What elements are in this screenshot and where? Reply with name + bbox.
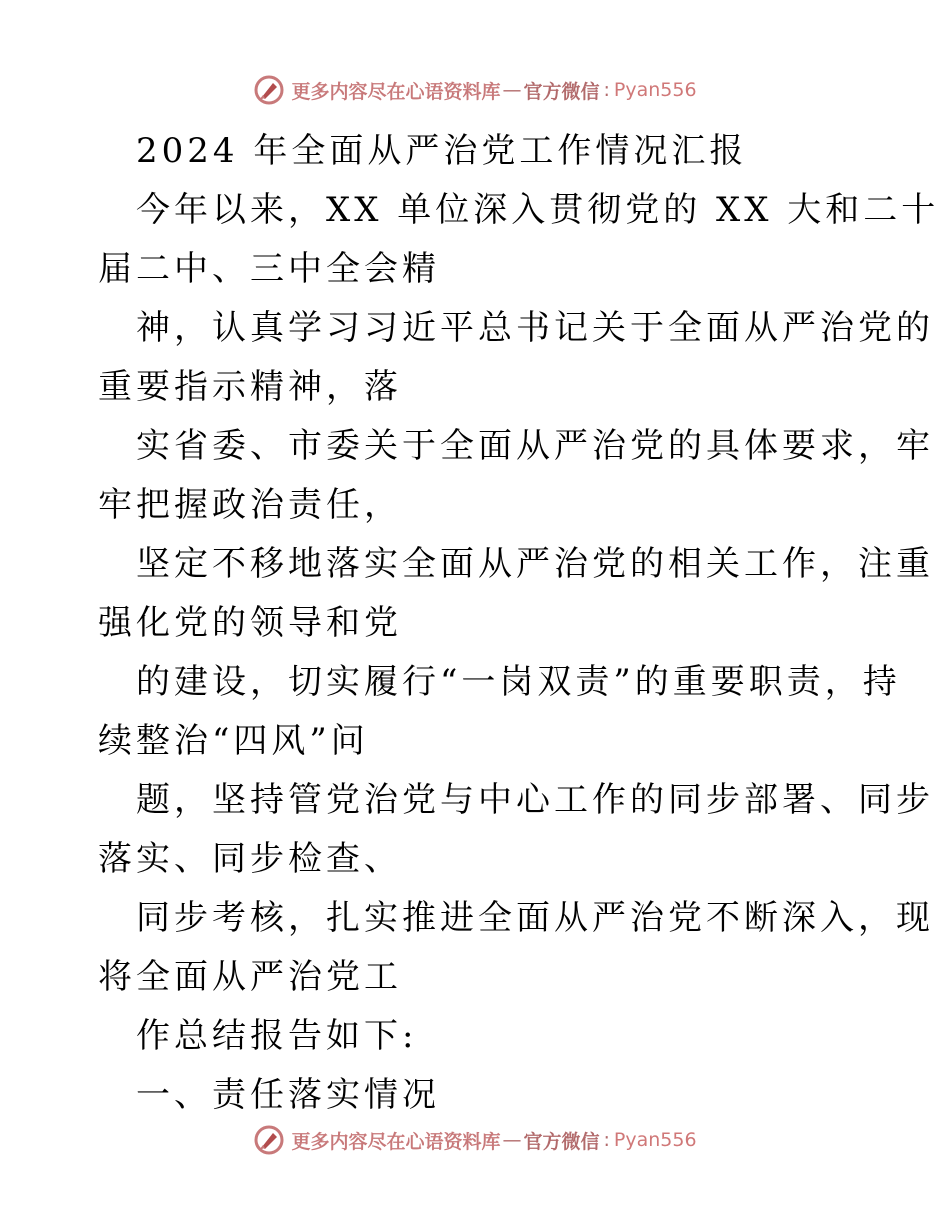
pen-nib-logo-icon (253, 74, 285, 106)
document-line: 重要指示精神，落 (98, 367, 402, 407)
document-line: 的建设，切实履行“一岗双责”的重要职责，持 (136, 662, 901, 702)
document-line: 2024 年全面从严治党工作情况汇报 (136, 131, 748, 171)
document-line: 作总结报告如下: (136, 1016, 418, 1056)
document-line: 神，认真学习习近平总书记关于全面从严治党的 (136, 308, 934, 348)
watermark-sub-text: 官方微信 (523, 80, 600, 103)
watermark-id-text: Pyan556 (613, 79, 697, 101)
watermark-id-text: Pyan556 (613, 1129, 697, 1151)
watermark-dash: — (502, 79, 522, 101)
watermark-footer (0, 1120, 950, 1160)
document-line: 牢把握政治责任， (98, 485, 402, 525)
document-line: 届二中、三中全会精 (98, 249, 440, 289)
watermark-sub-text: 官方微信 (523, 1130, 600, 1153)
document-line: 今年以来，XX 单位深入贯彻党的 XX 大和二十 (136, 190, 940, 230)
document-line: 将全面从严治党工 (98, 957, 402, 997)
document-line: 落实、同步检查、 (98, 839, 402, 879)
document-line: 续整治“四风”问 (98, 721, 369, 761)
document-line: 一、责任落实情况 (136, 1075, 440, 1115)
watermark-colon: : (603, 79, 610, 101)
document-body (98, 122, 940, 1125)
watermark-main-text: 更多内容尽在心语资料库 (291, 80, 501, 103)
watermark-main-text: 更多内容尽在心语资料库 (291, 1130, 501, 1153)
watermark-dash: — (502, 1129, 522, 1151)
document-line: 坚定不移地落实全面从严治党的相关工作，注重 (136, 544, 934, 584)
watermark-colon: : (603, 1129, 610, 1151)
document-line: 强化党的领导和党 (98, 603, 402, 643)
watermark-header (0, 70, 950, 110)
document-line: 实省委、市委关于全面从严治党的具体要求，牢 (136, 426, 934, 466)
document-line: 同步考核，扎实推进全面从严治党不断深入，现 (136, 898, 934, 938)
pen-nib-logo-icon (253, 1124, 285, 1156)
document-line: 题，坚持管党治党与中心工作的同步部署、同步 (136, 780, 934, 820)
